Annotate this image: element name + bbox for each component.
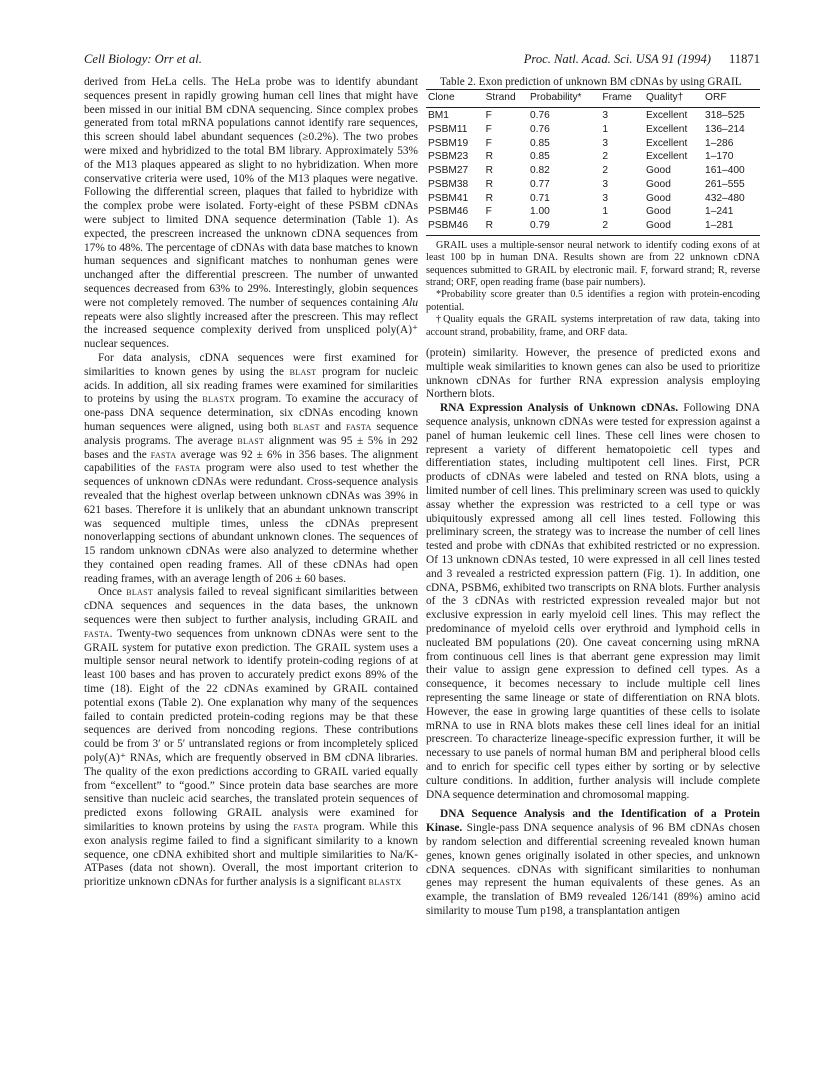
right-paragraph-3: DNA Sequence Analysis and the Identification of a Protein Kinase. Single-pass DNA sequence analysis of 96 BM cDNAs chosen by random selection and differential screening revealed known human genes, known genes originally isolated in other species, and unknown cDNA sequences. cDNAs with significant similarities to nonhuman genes may represent the human equivalents of these genes. As an example, the translation of BM9 revealed 126/141 (89%) amino acid similarity to mouse Tum p198, a transplantation antigen (426, 808, 761, 917)
cell-clone: PSBM46 (426, 220, 484, 236)
cell-clone: BM1 (428, 110, 449, 121)
cell-orf: 318–525 (705, 110, 745, 121)
left-paragraph-2: For data analysis, cDNA sequences were first examined for similarities to known genes by using the blast program for nucleic acids. In addition, all six reading frames were examined for similarities to proteins by using the blastx program. To examine the accuracy of one-pass DNA sequence determination, six cDNAs encoding known human sequences were aligned, using both blast and fasta sequence analysis programs. The average blast alignment was 95 ± 5% in 292 bases and the fasta average was 92 ± 6% in 356 bases. The alignment capabilities of the fasta program were also used to test whether the sequences of unknown cDNAs were redundant. Cross-sequence analysis revealed that the highest overlap between unknown cDNAs was 39% in 621 bases. Therefore it is unlikely that an abundant unknown transcript was sequenced multiple times, unless the cDNAs prepresent nonoverlapping sections of abundant unknown clones. The sequences of 15 random unknown cDNAs were also analyzed to determine whether they contained open reading frames. All of these cDNAs had open reading frames, with an average length of 206 ± 60 bases. (84, 351, 419, 585)
col-clone: Clone (426, 90, 484, 108)
header-authors: Cell Biology: Orr et al. (84, 52, 202, 66)
cell-probability: 0.82 (529, 165, 550, 177)
table-row (426, 151, 760, 165)
cell-orf: 432–480 (705, 192, 745, 204)
cell-clone: PSBM41 (428, 192, 469, 204)
col-probability: Probability* (528, 90, 600, 108)
table-row (426, 206, 760, 220)
table-note-quality: †Quality equals the GRAIL systems interpretation of raw data, taking into account strand, probability, frame, and ORF data. (426, 314, 760, 338)
cell-orf: 261–555 (705, 178, 745, 190)
cell-strand: R (485, 165, 493, 177)
cell-probability: 0.77 (529, 178, 550, 190)
grail-table (426, 89, 760, 235)
cell-strand: F (485, 123, 492, 135)
cell-frame: 3 (602, 110, 609, 121)
col-quality: Quality† (644, 90, 703, 108)
col-strand: Strand (484, 90, 528, 108)
cell-strand: F (485, 206, 492, 218)
cell-probability: 0.85 (529, 151, 550, 163)
header-journal: Proc. Natl. Acad. Sci. USA 91 (1994) (523, 52, 711, 66)
running-header (84, 52, 760, 68)
cell-strand: F (485, 110, 492, 121)
cell-frame: 3 (602, 178, 609, 190)
table-note-main: GRAIL uses a multiple-sensor neural network to identify coding exons of at least 100 bp in human DNA. Results shown are from 22 unknown cDNA sequences submitted to GRAIL by electronic mail. F, forward strand; R, reverse strand; ORF, open reading frame (base pair numbers). (426, 239, 760, 289)
col-frame: Frame (600, 90, 644, 108)
cell-quality: Excellent (645, 137, 688, 149)
right-column (426, 76, 760, 919)
left-paragraph-1: derived from HeLa cells. The HeLa probe was to identify abundant sequences present in rapidly growing human cell lines that might have been missed in our initial BM cDNA sequencing. Since complex probes generated from total mRNA populations cannot identify rare sequences, this screen should label abundant sequences (≥0.2%). The two probes were mixed and hybridized to the total BM library. Approximately 53% of the M13 plaques appeared as slight to no hybridization. When more conservative criteria were used, 10% of the M13 plaques were negative. Following the differential screen, plaques that failed to hybridize with the complex probe were isolated. Forty-eight of these PSBM cDNAs were subject to limited DNA sequence determination (Table 1). As expected, the prescreen increased the unknown cDNA sequences from 17% to 48%. The percentage of cDNAs with data base matches to known human sequences and significant matches to nonhuman genes were unchanged after the differential prescreen. The number of unwanted sequences decreased from 63% to 29%. Interestingly, globin sequences were not completely removed. The number of sequences containing Alu repeats were also slightly increased after the prescreen. This may reflect the increased sequence complexity derived from unspliced poly(A)⁺ nuclear sequences. (84, 76, 419, 351)
cell-quality: Good (645, 165, 671, 177)
cell-frame: 3 (602, 192, 609, 204)
col-orf: ORF (703, 90, 760, 108)
cell-orf: 136–214 (705, 123, 745, 135)
cell-probability: 0.76 (529, 110, 550, 121)
page-number: 11871 (728, 52, 760, 66)
cell-clone: PSBM19 (428, 137, 469, 149)
cell-frame: 1 (602, 206, 609, 218)
table-row (426, 192, 760, 206)
cell-strand: R (485, 192, 493, 204)
cell-quality: Good (644, 220, 703, 236)
table-row (426, 123, 760, 137)
cell-frame: 3 (602, 137, 609, 149)
table-note-probability: *Probability score greater than 0.5 identifies a region with protein-encoding potential. (426, 289, 760, 313)
cell-clone: PSBM23 (428, 151, 469, 163)
cell-quality: Good (645, 192, 671, 204)
table-row (426, 108, 760, 124)
table-row (426, 165, 760, 179)
cell-orf: 1–286 (705, 137, 734, 149)
cell-clone: PSBM11 (428, 123, 468, 135)
cell-probability: 0.76 (529, 123, 550, 135)
cell-quality: Excellent (645, 151, 688, 163)
table-row (426, 137, 760, 151)
cell-strand: F (485, 137, 492, 149)
cell-quality: Good (645, 206, 671, 218)
cell-strand: R (485, 151, 493, 163)
cell-probability: 0.71 (529, 192, 550, 204)
left-column (84, 76, 418, 890)
cell-orf: 1–170 (705, 151, 734, 163)
right-paragraph-1: (protein) similarity. However, the presence of predicted exons and multiple weak similarities to known genes can also be used to prioritize unknown cDNAs for further RNA expression analysis employing Northern blots. (426, 347, 760, 401)
table-row (426, 178, 760, 192)
left-paragraph-3: Once blast analysis failed to reveal significant similarities between cDNA sequences and sequences in the data bases, the unknown sequences were then subject to further analysis, including GRAIL and fasta. Twenty-two sequences from unknown cDNAs were sent to the GRAIL system for putative exon prediction. The GRAIL system uses a multiple sensor neural network to identify protein-coding regions of at least 100 bases and has proven to accurately predict exons 89% of the time (18). Eight of the 22 cDNAs examined by GRAIL contained potential exons (Table 2). One explanation why many of the sequences failed to contain predicted protein-coding regions may be that these sequences are derived from noncoding regions. These contributions could be from 3′ or 5′ untranslated regions or from incompletely spliced poly(A)⁺ RNAs, which are frequently observed in BM cDNA libraries. The quality of the exon predictions according to GRAIL varied equally from “excellent” to “good.” Since protein data base searches are more sensitive than nucleic acid searches, the translated protein sequences of predicted exons following GRAIL analysis were examined for similarities to known proteins by using the fasta program. While this exon analysis regime failed to find a significant similarity to a known sequence, one cDNA exhibited short and multiple similarities to Na/K-ATPases (data not shown). Overall, the most important criterion to prioritize unknown cDNAs for further analysis is a significant blastx (84, 586, 419, 889)
cell-frame: 2 (602, 151, 609, 163)
table-row (426, 220, 760, 236)
cell-orf: 1–281 (703, 220, 760, 236)
cell-probability: 1.00 (529, 206, 550, 218)
table-header-row (426, 90, 760, 108)
cell-clone: PSBM38 (428, 178, 469, 190)
cell-quality: Excellent (645, 123, 688, 135)
header-journal-block (524, 52, 760, 67)
cell-quality: Excellent (645, 110, 688, 121)
cell-strand: R (485, 178, 493, 190)
section-heading-rna-expression: RNA Expression Analysis of Unknown cDNAs. (440, 402, 679, 415)
section-heading-protein-kinase: DNA Sequence Analysis and the Identification of a Protein Kinase. (426, 808, 760, 835)
cell-frame: 2 (600, 220, 644, 236)
cell-clone: PSBM27 (428, 165, 469, 177)
cell-clone: PSBM46 (428, 206, 469, 218)
cell-frame: 1 (602, 123, 609, 135)
right-paragraph-2: RNA Expression Analysis of Unknown cDNAs. Following DNA sequence analysis, unknown cDNAs were tested for expression against a panel of human leukemic cell lines. These cell lines were chosen to represent a variety of different hematopoietic cell types and differentiation states, including multipotent cell lines. First, PCR products of cDNAs were labeled and tested on RNA blots, using a limited number of cell lines. This preliminary screen was used to quickly assay whether the expression was restricted to a cell type or was ubiquitously expressed among all cell lines tested. Following this preliminary screen, the strategy was to increase the number of cell lines tested and probe with cDNAs that exhibited restricted or no expression. Of 13 unknown cDNAs tested, 10 were expressed in all cell lines tested and 3 revealed a restricted expression pattern (Fig. 1). In addition, one cDNA, PSBM6, exhibited two transcripts on RNA blots. Further analysis of the 3 cDNAs with restricted expression revealed major but not exclusive expression in early myeloid cell lines. This may reflect the predominance of myeloid cells over erythroid and lymphoid cells in nucleated BM populations (20). One caveat concerning using mRNA from continuous cell lines is that aberrant gene expression may limit their value to assign gene expression to defined cell types. As a consequence, it becomes necessary to include multiple cell lines representing the same lineage or state of differentiation on RNA blots. However, the ease in growing large quantities of these cells to isolate mRNA to use in RNA blots makes these cell lines ideal for an initial prescreen. To characterize lineage-specific expression further, it will be necessary to use panels of normal human BM and peripheral blood cells and to enrich for specific cell types either by sorting or by selective culture conditions. In addition, further analysis will include complete DNA sequence determination and chromosomal mapping. (426, 402, 760, 801)
cell-orf: 161–400 (705, 165, 745, 177)
cell-strand: R (484, 220, 528, 236)
cell-frame: 2 (602, 165, 609, 177)
cell-probability: 0.79 (528, 220, 600, 236)
cell-quality: Good (645, 178, 671, 190)
table-caption: Table 2. Exon prediction of unknown BM cDNAs by using GRAIL (440, 76, 742, 88)
cell-orf: 1–241 (705, 206, 734, 218)
cell-probability: 0.85 (529, 137, 550, 149)
